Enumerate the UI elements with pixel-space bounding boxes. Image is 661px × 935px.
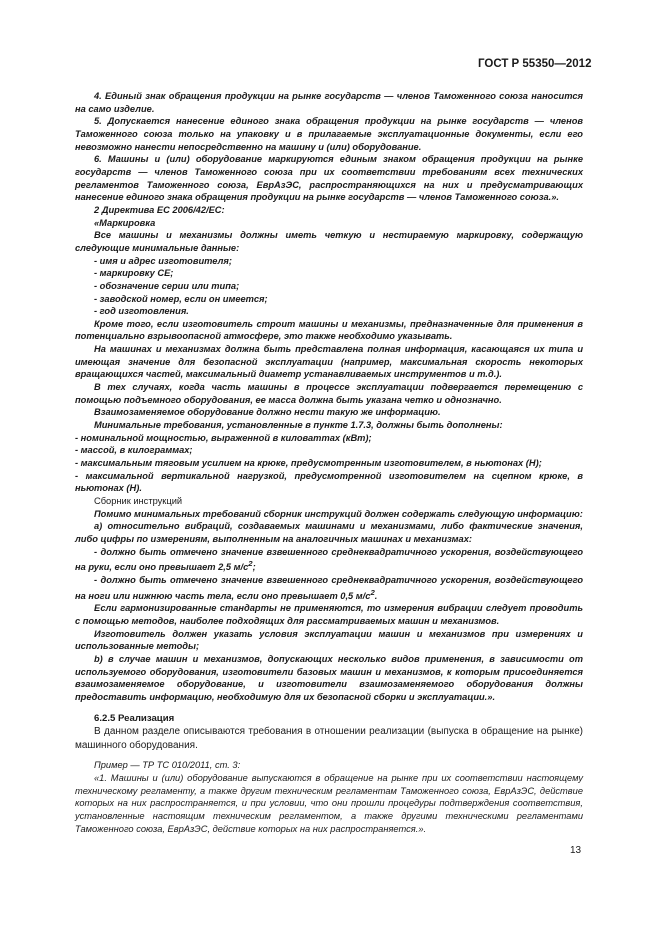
text: - должно быть отмечено значение взвешенного среднеквадратичного ускорения, воздействующего на ноги или нижнюю часть тела, если оно превышает 0,5 м/с <box>75 575 583 601</box>
text: ; <box>252 562 256 573</box>
paragraph: Минимальные требования, установленные в пункте 1.7.3, должны быть дополнены: <box>94 420 503 431</box>
text: - должно быть отмечено значение взвешенного среднеквадратичного ускорения, воздействующего на руки, если оно превышает 2,5 м/с <box>75 546 583 573</box>
paragraph: В тех случаях, когда часть машины в процессе эксплуатации подвергается перемещению с помощью подъемного оборудования, ее масса должна быть указана четко и однозначно. <box>75 382 583 405</box>
paragraph: Взаимозаменяемое оборудование должно нести такую же информацию. <box>94 407 441 418</box>
list-item: - максимальным тяговым усилием на крюке, предусмотренным изготовителем, в ньютонах (Н); <box>75 458 542 469</box>
text: . <box>374 590 378 601</box>
document-code: ГОСТ Р 55350—2012 <box>478 58 592 70</box>
example-label: Пример — ТР ТС 010/2011, ст. 3: <box>94 760 241 771</box>
quotation: «1. Машины и (или) оборудование выпускаются в обращение на рынке при их соответствии настоящему техническому регламенту, а также другим техническим регламентам Таможенного союза, ЕврАзЭС, действие которых на них распространяется, и при условии, что они прошли процедуры подтверждения соответствия, установленные настоящим техническим регламентом, а также другими техническими регламентами Таможенного союза, ЕврАзЭС, действие которых на них распространяется.». <box>75 773 583 834</box>
paragraph: 6. Машины и (или) оборудование маркируются единым знаком обращения продукции на рынке государств — членов Таможенного союза при их соответствии требованиям всех технических регламентов Таможенного союза, ЕврАзЭС, распространяющихся на них и предусматривающих нанесение единого знака обращения продукции на рынке государств — членов Таможенного союза.». <box>75 154 583 203</box>
paragraph: а) относительно вибраций, создаваемых машинами и механизмами, либо фактические значения, либо цифры по измерениям, выполненным на аналогичных машинах и механизмах: <box>75 521 583 544</box>
page-body <box>75 90 583 835</box>
paragraph: Все машины и механизмы должны иметь четкую и нестираемую маркировку, содержащую следующие минимальные данные: <box>75 230 583 253</box>
superscript: 2 <box>248 559 253 569</box>
paragraph <box>75 574 583 602</box>
list-item: - массой, в килограммах; <box>75 445 193 456</box>
list-item: - маркировку СЕ; <box>94 268 174 279</box>
list-item: - максимальной вертикальной нагрузкой, предусмотренной изготовителем на сцепном крюке, в ньютонах (Н). <box>75 470 583 494</box>
section-heading: 6.2.5 Реализация <box>94 712 175 724</box>
paragraph: 2 Директива ЕС 2006/42/ЕС: <box>94 204 225 215</box>
list-item: - имя и адрес изготовителя; <box>94 255 232 266</box>
list-item: - обозначение серии или типа; <box>94 280 240 291</box>
paragraph: Изготовитель должен указать условия эксплуатации машин и механизмов при измерениях и использованные методы; <box>75 628 583 652</box>
paragraph: На машинах и механизмах должна быть представлена полная информация, касающаяся их типа и имеющая значение для безопасной эксплуатации (например, максимальная скорость некоторых вращающихся частей, максимальный диаметр устанавливаемых инструментов и т.д.). <box>75 344 583 380</box>
list-item: - номинальной мощностью, выраженной в киловаттах (кВт); <box>75 432 372 443</box>
paragraph: 5. Допускается нанесение единого знака обращения продукции на рынке государств — членов Таможенного союза только на упаковку и в прилагаемые эксплуатационные документы, если его невозможно нанести непосредственно на машину и (или) оборудование. <box>75 116 583 152</box>
paragraph: В данном разделе описываются требования в отношении реализации (выпуска в обращение на рынке) машинного оборудования. <box>75 726 583 751</box>
subsection-title: Сборник инструкций <box>94 496 183 506</box>
superscript: 2 <box>370 587 375 597</box>
page-number: 13 <box>570 845 582 856</box>
paragraph: Кроме того, если изготовитель строит машины и механизмы, предназначенные для применения в потенциально взрывоопасной атмосфере, это также необходимо указывать. <box>75 318 583 342</box>
paragraph: «Маркировка <box>94 217 156 228</box>
paragraph: Если гармонизированные стандарты не применяются, то измерения вибрации следует проводить с помощью методов, наиболее подходящих для рассматриваемых машин и механизмов. <box>75 603 583 627</box>
paragraph: 4. Единый знак обращения продукции на рынке государств — членов Таможенного союза наносится на само изделие. <box>75 91 583 114</box>
paragraph <box>75 546 583 574</box>
paragraph: b) в случае машин и механизмов, допускающих несколько видов применения, в зависимости от используемого оборудования, изготовители базовых машин и механизмов, к которым присоединяется взаимозаменяемое оборудование, и изготовители взаимозаменяемого оборудования должны предоставить информацию, необходимую для их безопасной сборки и эксплуатации.». <box>75 654 583 703</box>
paragraph: Помимо минимальных требований сборник инструкций должен содержать следующую информацию: <box>94 508 583 519</box>
list-item: - заводской номер, если он имеется; <box>94 293 268 304</box>
list-item: - год изготовления. <box>94 306 189 317</box>
